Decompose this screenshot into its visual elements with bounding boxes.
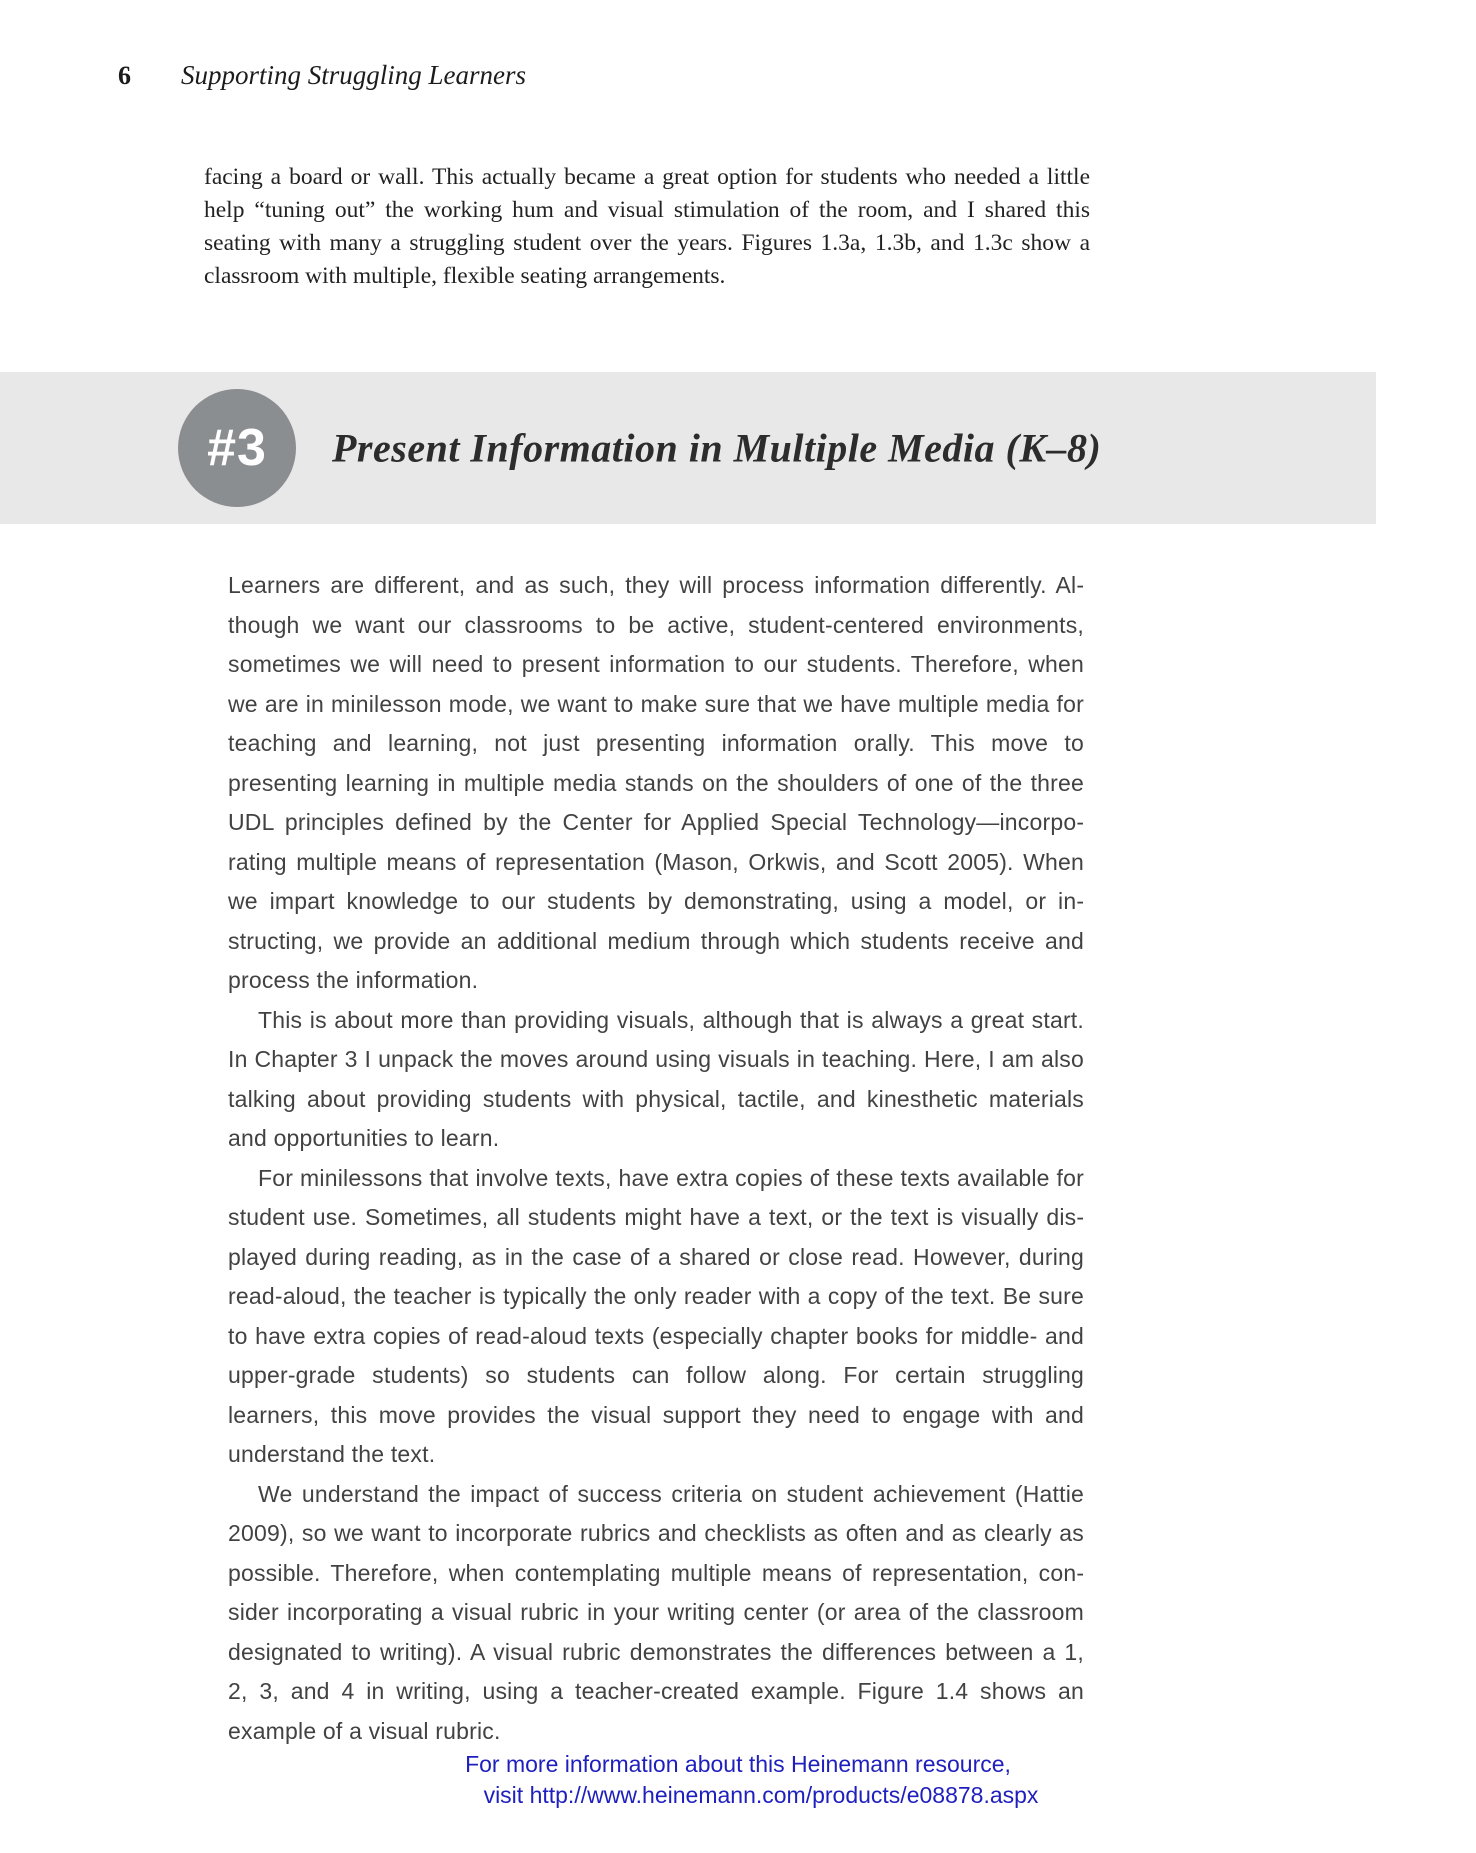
section-banner	[0, 372, 1376, 524]
footer-link-line[interactable]: visit http://www.heinemann.com/products/e08878.aspx	[483, 1782, 1039, 1808]
paragraph: This is about more than providing visuals, although that is always a great start. In Chapter 3 I unpack the moves around using visuals in teaching. Here, I am also talking about providing students with physical, tactile, and kinesthetic materials and opportunities to learn.	[228, 1006, 1084, 1151]
paragraph: We understand the impact of success criteria on student achievement (Hattie 2009), so we want to incorporate rubrics and checklists as often and as clearly as possible. Therefore, when contemplating multiple means of representation, consider incorporating a visual rubric in your writing center (or area of the classroom designated to writing). A visual rubric demonstrates the differences between a 1, 2, 3, and 4 in writing, using a teacher-created example. Figure 1.4 shows an example of a visual rubric.	[228, 1480, 1084, 1744]
section-title: Present Information in Multiple Media (K–8)	[332, 425, 1102, 471]
footer-note-line: For more information about this Heinemann resource,	[465, 1751, 1011, 1777]
section-number-badge: #3	[178, 389, 296, 507]
body-text	[228, 566, 1084, 1751]
paragraph: For minilessons that involve texts, have extra copies of these texts available for student use. Sometimes, all students might have a text, or the text is visually displayed during reading, as in the case of a shared or close read. However, during read-aloud, the teacher is typically the only reader with a copy of the text. Be sure to have extra copies of read-aloud texts (especially chapter books for middle- and upper-grade students) so students can follow along. For certain struggling learners, this move provides the visual support they need to engage with and understand the text.	[228, 1164, 1084, 1467]
book-title: Supporting Struggling Learners	[181, 60, 527, 90]
running-head	[118, 60, 526, 91]
page-number: 6	[118, 61, 131, 90]
footer-note	[0, 1749, 1476, 1811]
paragraph: Learners are different, and as such, they will process information differently. Although we want our classrooms to be active, student-centered environments, sometimes we will need to present information to our students. Therefore, when we are in minilesson mode, we want to make sure that we have multiple media for teaching and learning, not just presenting information orally. This move to presenting learning in multiple media stands on the shoulders of one of the three UDL principles defined by the Center for Applied Special Technology—incorporating multiple means of representation (Mason, Orkwis, and Scott 2005). When we impart knowledge to our students by demonstrating, using a model, or instructing, we provide an additional medium through which students receive and process the information.	[228, 572, 1084, 993]
intro-paragraph: facing a board or wall. This actually became a great option for students who needed a little help “tuning out” the working hum and visual stimulation of the room, and I shared this seating with many a struggling student over the years. Figures 1.3a, 1.3b, and 1.3c show a classroom with multiple, flexible seating arrangements.	[204, 164, 1090, 289]
